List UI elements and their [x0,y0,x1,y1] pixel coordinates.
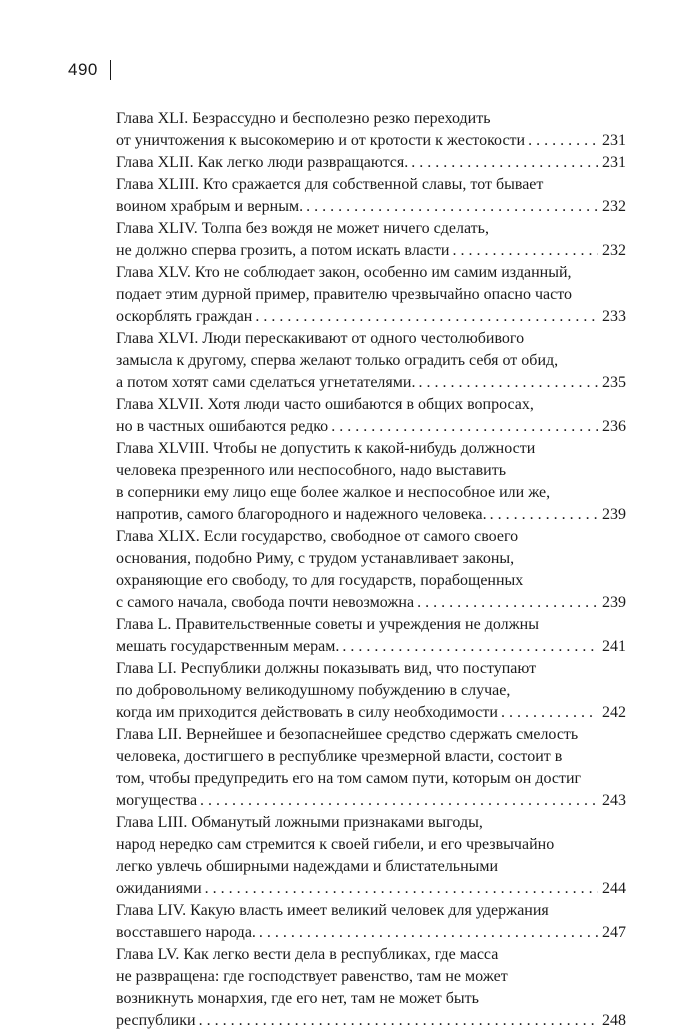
dot-leader [255,306,598,328]
toc-entry-last-line [116,790,626,812]
toc-entry-last-line [116,504,626,526]
toc-entry-line: Глава L. Правительственные советы и учреждения не должны [116,616,539,633]
dot-leader [490,504,598,526]
toc-entry[interactable] [116,218,626,262]
toc-entry-line: республики [116,1012,196,1029]
toc-entry-line: воином храбрым и верным. [116,198,304,215]
toc-entry-last-line [116,372,626,394]
toc-entry-line: том, чтобы предупредить его на том самом пути, которым он достиг [116,770,582,787]
toc-entry-line: не должно сперва грозить, а потом искать власти [116,242,450,259]
toc-entry-line: мешать государственным мерам. [116,638,340,655]
toc-entry-line: когда им приходится действовать в силу необходимости [116,704,498,721]
toc-entry[interactable] [116,262,626,328]
toc-entry[interactable] [116,174,626,218]
dot-leader [342,636,598,658]
toc-entry-line: восставшего народа. [116,924,256,941]
toc-page-number: 236 [602,418,626,435]
toc-page-number: 248 [602,1012,626,1029]
dot-leader [528,130,598,152]
dot-leader [205,878,598,900]
toc-entry-line: легко увлечь обширными надеждами и блистательными [116,858,499,875]
toc-page-number: 233 [602,308,626,325]
toc-entry-last-line [116,702,626,724]
toc-entry-line: Глава XLVII. Хотя люди часто ошибаются в общих вопросах, [116,396,534,413]
toc-entry[interactable] [116,328,626,394]
toc-entry-line: Глава XLIII. Кто сражается для собственной славы, тот бывает [116,176,544,193]
toc-entry-line: основания, подобно Риму, с трудом устанавливает законы, [116,550,515,567]
toc-entry[interactable] [116,108,626,152]
toc-entry-line: ожиданиями [116,880,202,897]
toc-entry-last-line [116,1010,626,1032]
toc-entry-line: возникнуть монархия, где его нет, там не может быть [116,990,479,1007]
toc-entry-line: от уничтожения к высокомерию и от кротости к жестокости [116,132,526,149]
toc-entry-line: Глава XLVIII. Чтобы не допустить к какой-нибудь должности [116,440,536,457]
toc-entry-last-line [116,922,626,944]
toc-page-number: 231 [602,132,626,149]
toc-entry-last-line [116,592,626,614]
dot-leader [452,240,598,262]
dot-leader [306,196,598,218]
toc-entry-line: в соперники ему лицо еще более жалкое и неспособное или же, [116,484,551,501]
toc-entry[interactable] [116,614,626,658]
toc-entry[interactable] [116,658,626,724]
toc-entry[interactable] [116,394,626,438]
toc-page-number: 242 [602,704,626,721]
toc-entry[interactable] [116,526,626,614]
dot-leader [259,922,598,944]
page-header [68,60,111,80]
toc-entry-line: замысла к другому, сперва желают только оградить себя от обид, [116,352,559,369]
toc-entry-line: Глава LII. Вернейшее и безопаснейшее средство сдержать смелость [116,726,579,743]
dot-leader [418,372,598,394]
toc-page-number: 243 [602,792,626,809]
toc-entry[interactable] [116,152,626,174]
toc-entry-line: по добровольному великодушному побуждению в случае, [116,682,511,699]
toc-entry-line: напротив, самого благородного и надежного человека. [116,506,487,523]
page-number: 490 [68,60,98,79]
toc-entry-line: Глава LIII. Обманутый ложными признаками выгоды, [116,814,483,831]
toc-page-number: 231 [602,154,626,171]
toc-entry[interactable] [116,900,626,944]
toc-entry[interactable] [116,724,626,812]
toc-entry-line: Глава LIV. Какую власть имеет великий человек для удержания [116,902,549,919]
toc-page-number: 232 [602,198,626,215]
toc-entry[interactable] [116,944,626,1032]
dot-leader [331,416,598,438]
toc-page-number: 241 [602,638,626,655]
toc-page-number: 247 [602,924,626,941]
toc-entry-last-line [116,196,626,218]
header-rule [110,60,112,80]
toc-page-number: 235 [602,374,626,391]
toc-entry-line: человека, достигшего в республике чрезмерной власти, состоит в [116,748,563,765]
toc-entry-line: а потом хотят сами сделаться угнетателями. [116,374,416,391]
toc-entry-last-line [116,636,626,658]
toc-entry-line: Глава XLVI. Люди перескакивают от одного честолюбивого [116,330,525,347]
toc-entry-line: оскорблять граждан [116,308,253,325]
toc-entry-line: народ нередко сам стремится к своей гибели, и его чрезвычайно [116,836,555,853]
toc-entry-last-line [116,240,626,262]
toc-page-number: 239 [602,506,626,523]
toc-entry-line: Глава LI. Республики должны показывать вид, что поступают [116,660,537,677]
toc-entry-last-line [116,306,626,328]
toc-entry-line: Глава XLII. Как легко люди развращаются. [116,154,409,171]
toc-page-number: 244 [602,880,626,897]
dot-leader [200,790,598,812]
toc-entry-line: охраняющие его свободу, то для государств, порабощенных [116,572,524,589]
toc-entry-line: но в частных ошибаются редко [116,418,329,435]
dot-leader [501,702,598,724]
toc-entry-line: с самого начала, свобода почти невозможна [116,594,415,611]
dot-leader [417,592,598,614]
toc-entry-line: Глава LV. Как легко вести дела в республиках, где масса [116,946,499,963]
toc-page-number: 239 [602,594,626,611]
toc-entry-last-line [116,878,626,900]
toc-entry-line: не развращена: где господствует равенство, там не может [116,968,508,985]
toc-entry-line: Глава XLV. Кто не соблюдает закон, особенно им самим изданный, [116,264,572,281]
toc-entry-line: Глава XLIX. Если государство, свободное от самого своего [116,528,519,545]
toc-entry-last-line [116,130,626,152]
dot-leader [199,1010,598,1032]
toc-entry[interactable] [116,438,626,526]
toc-entry[interactable] [116,812,626,900]
toc-entry-last-line [116,416,626,438]
toc-entry-line: Глава XLI. Безрассудно и бесполезно резко переходить [116,110,491,127]
toc-entry-line: могущества [116,792,198,809]
toc-entry-last-line [116,152,626,174]
dot-leader [411,152,598,174]
toc-entry-line: Глава XLIV. Толпа без вождя не может ничего сделать, [116,220,489,237]
toc-entry-line: подает этим дурной пример, правителю чрезвычайно опасно часто [116,286,573,303]
table-of-contents [116,108,626,1032]
toc-entry-line: человека презренного или неспособного, надо выставить [116,462,507,479]
toc-page-number: 232 [602,242,626,259]
